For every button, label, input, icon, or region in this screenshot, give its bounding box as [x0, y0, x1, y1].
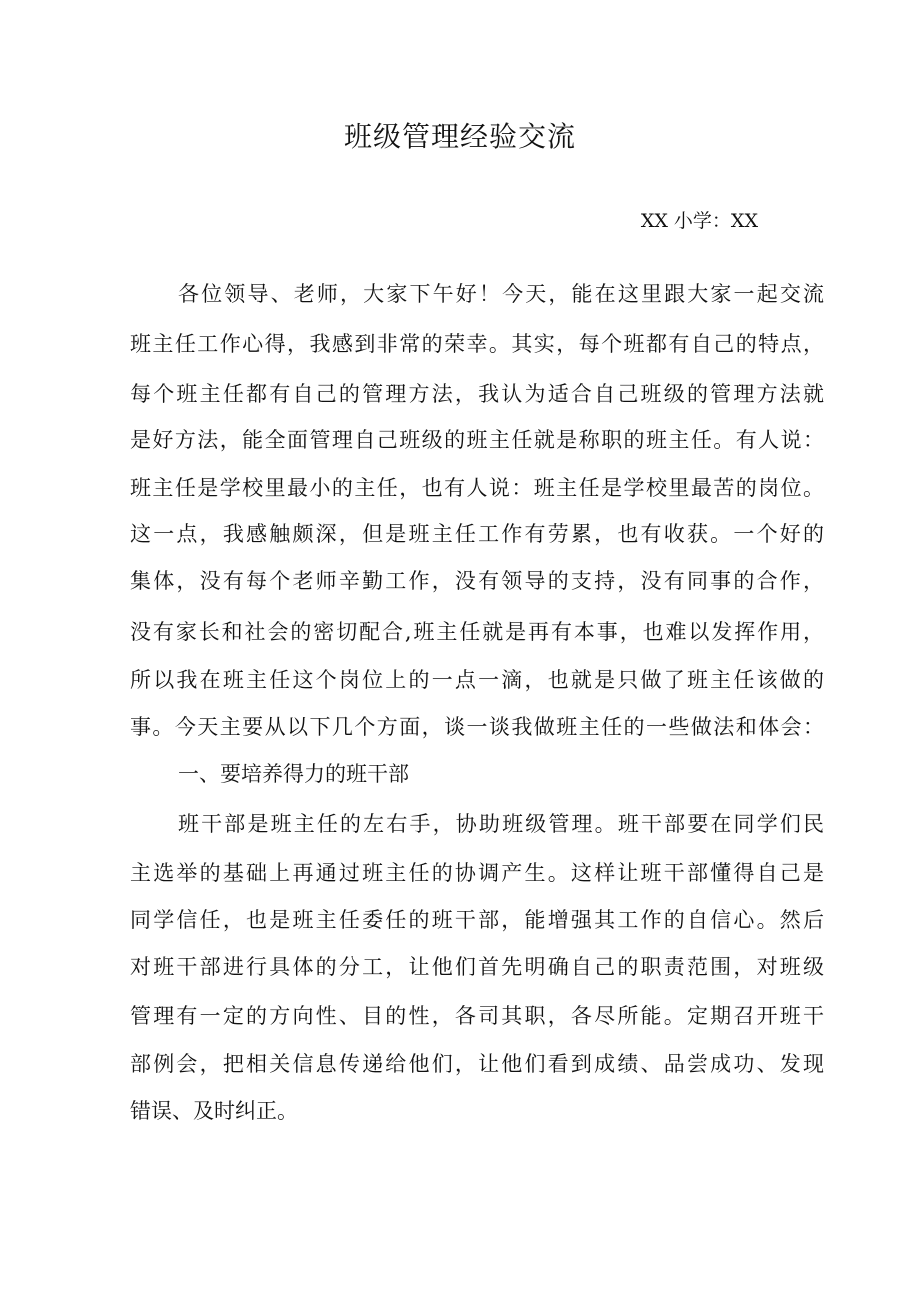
paragraph-line: 没有家长和社会的密切配合,班主任就是再有本事，也难以发挥作用，: [130, 620, 824, 644]
paragraph-line: 每个班主任都有自己的管理方法，我认为适合自己班级的管理方法就: [130, 382, 824, 406]
paragraph-line: 管理有一定的方向性、目的性，各司其职，各尽所能。定期召开班干: [130, 1004, 824, 1028]
paragraph-line: 同学信任，也是班主任委任的班干部，能增强其工作的自信心。然后: [130, 908, 824, 932]
paragraph-line: 对班干部进行具体的分工，让他们首先明确自己的职责范围，对班级: [130, 955, 824, 979]
paragraph-line: 班干部是班主任的左右手，协助班级管理。班干部要在同学们民: [178, 812, 824, 836]
document-title: 班级管理经验交流: [343, 120, 576, 153]
paragraph-line: 是好方法，能全面管理自己班级的班主任就是称职的班主任。有人说：: [130, 428, 824, 452]
section-heading: 一、要培养得力的班干部: [178, 762, 409, 786]
paragraph-line: 错误、及时纠正。: [130, 1099, 298, 1123]
paragraph-line: 部例会，把相关信息传递给他们，让他们看到成绩、品尝成功、发现: [130, 1052, 824, 1076]
paragraph-line: 事。今天主要从以下几个方面，谈一谈我做班主任的一些做法和体会：: [130, 715, 824, 739]
paragraph-line: 所以我在班主任这个岗位上的一点一滴，也就是只做了班主任该做的: [130, 668, 824, 692]
paragraph-line: 各位领导、老师，大家下午好！今天，能在这里跟大家一起交流: [178, 282, 824, 306]
paragraph-line: 主选举的基础上再通过班主任的协调产生。这样让班干部懂得自己是: [130, 861, 824, 885]
paragraph-line: 集体，没有每个老师辛勤工作，没有领导的支持，没有同事的合作，: [130, 569, 824, 593]
author-line: XX 小学：XX: [640, 210, 758, 232]
paragraph-line: 这一点，我感触颇深，但是班主任工作有劳累，也有收获。一个好的: [130, 522, 824, 546]
paragraph-line: 班主任工作心得，我感到非常的荣幸。其实，每个班都有自己的特点，: [130, 332, 824, 356]
paragraph-line: 班主任是学校里最小的主任，也有人说：班主任是学校里最苦的岗位。: [130, 476, 824, 500]
